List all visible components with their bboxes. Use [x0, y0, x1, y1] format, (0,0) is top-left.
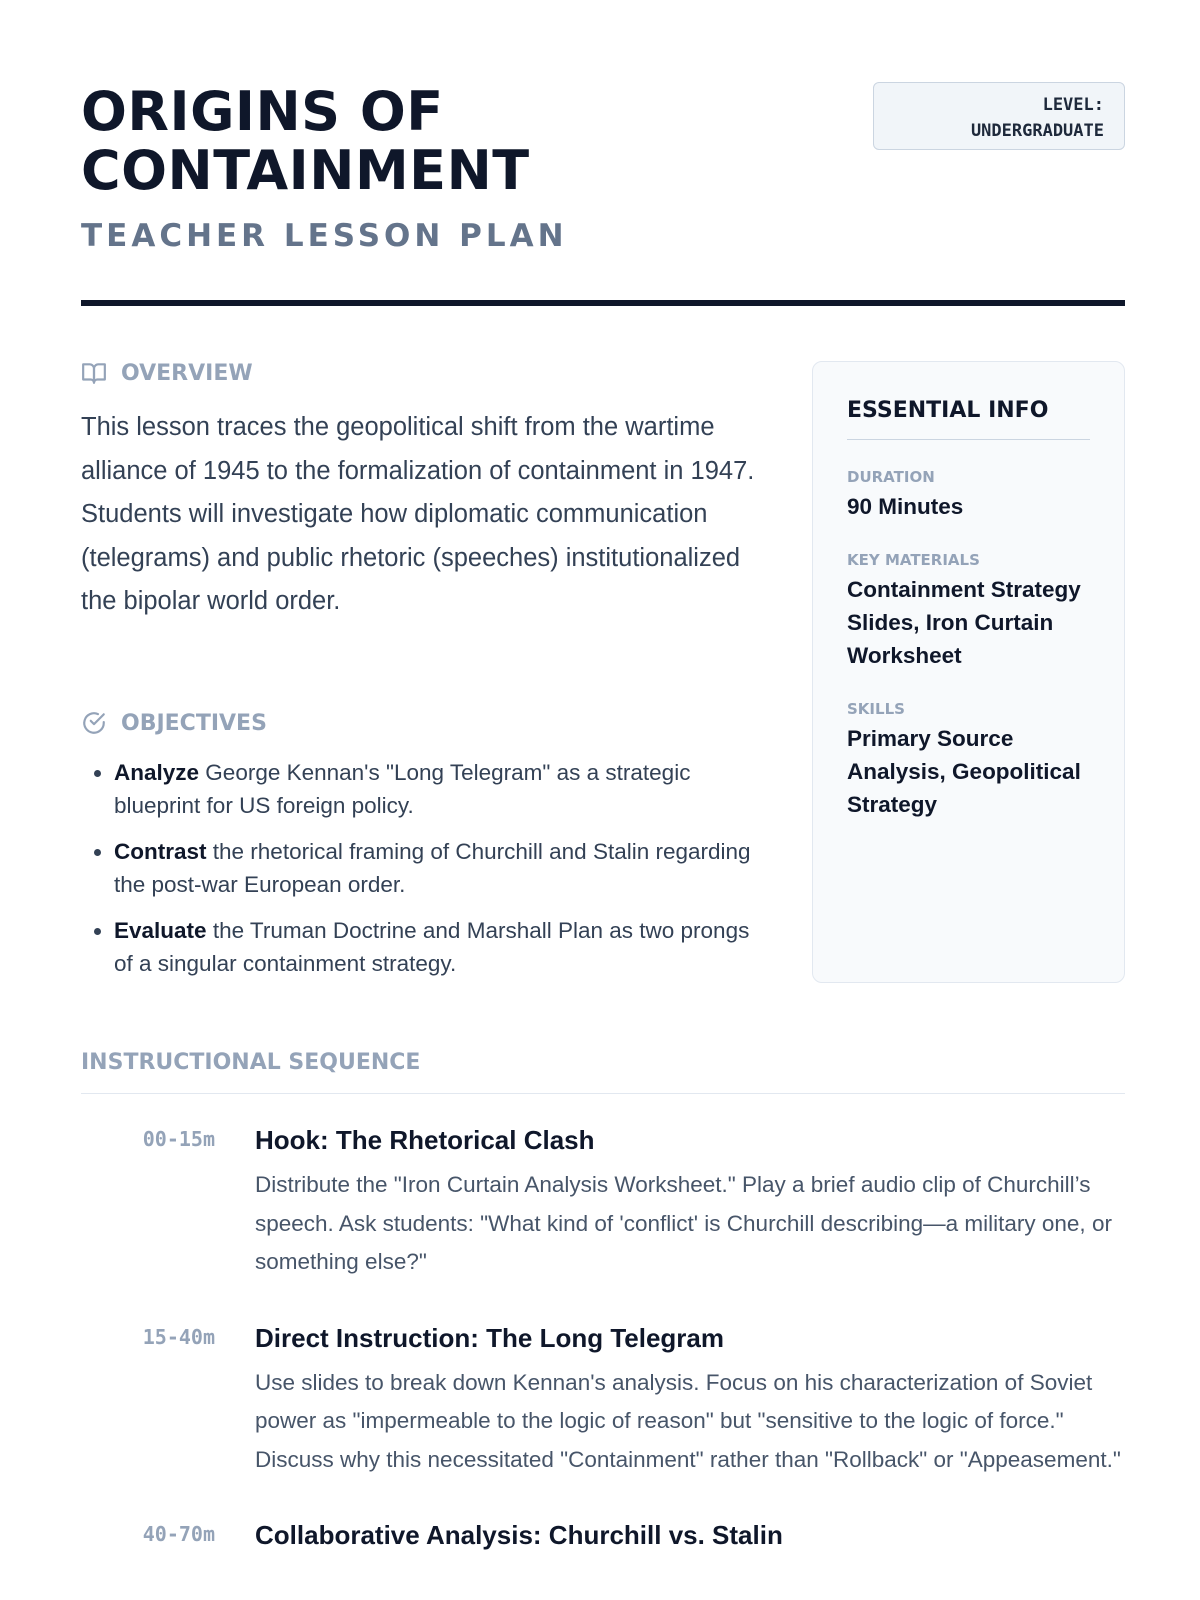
sequence-description: Use slides to break down Kennan's analysis. Focus on his characterization of Soviet power as "impermeable to the logic of reason" but "sensitive to the logic of force." Discuss why this necessitated "Containment" rather than "Rollback" or "Appeasement.": [255, 1369, 1121, 1472]
header-divider: [81, 300, 1125, 306]
skills-label: SKILLS: [847, 700, 905, 718]
header: [81, 82, 1125, 302]
title-line-1: ORIGINS OF: [81, 80, 444, 143]
page-title: [81, 82, 641, 200]
overview-section: [81, 360, 761, 624]
sequence-title: Direct Instruction: The Long Telegram: [255, 1322, 725, 1353]
sequence-item: [81, 1519, 1125, 1579]
level-value: UNDERGRADUATE: [970, 121, 1104, 141]
duration-label: DURATION: [847, 468, 935, 486]
title-line-2: CONTAINMENT: [81, 139, 530, 202]
instructional-sequence: [81, 1050, 1125, 1579]
objective-item: [114, 756, 771, 822]
lesson-plan-page: [81, 0, 1125, 1600]
objectives-list: [81, 756, 771, 980]
sequence-time: 00-15m: [142, 1127, 215, 1151]
objective-text: the rhetorical framing of Churchill and Stalin regarding the post-war European order.: [114, 839, 751, 897]
overview-text: This lesson traces the geopolitical shift from the wartime alliance of 1945 to the formalization of containment in 1947. Students will investigate how diplomatic communication (telegrams) and public rhetoric (speeches) institutionalized the bipolar world order.: [81, 413, 755, 615]
objectives-heading: [81, 710, 771, 736]
objectives-section: [81, 710, 771, 993]
objective-verb: Analyze: [114, 760, 200, 785]
objective-item: [114, 835, 771, 901]
sequence-time: 15-40m: [142, 1324, 215, 1349]
sequence-description: Distribute the "Iron Curtain Analysis Worksheet." Play a brief audio clip of Churchill’s speech. Ask students: "What kind of 'conflict' is Churchill describing—a military one, or something else?": [255, 1172, 1112, 1274]
objective-text: George Kennan's "Long Telegram" as a strategic blueprint for US foreign policy.: [114, 760, 691, 818]
level-label: LEVEL:: [1042, 95, 1104, 115]
sequence-title: Collaborative Analysis: Churchill vs. Stalin: [255, 1520, 783, 1550]
level-badge: [873, 82, 1125, 150]
objective-verb: Contrast: [114, 839, 207, 864]
page-subtitle: TEACHER LESSON PLAN: [81, 218, 568, 254]
objective-verb: Evaluate: [114, 918, 207, 943]
objective-text: the Truman Doctrine and Marshall Plan as two prongs of a singular containment strategy.: [114, 918, 750, 976]
sequence-item: [81, 1124, 1125, 1282]
objectives-heading-label: OBJECTIVES: [121, 710, 267, 736]
sequence-time: 40-70m: [142, 1522, 215, 1546]
book-open-icon: [81, 360, 107, 386]
duration-value: 90 Minutes: [847, 494, 964, 519]
materials-value: Containment Strategy Slides, Iron Curtain Worksheet: [847, 577, 1081, 668]
check-circle-icon: [81, 710, 107, 736]
sequence-title: Hook: The Rhetorical Clash: [255, 1125, 595, 1155]
overview-heading: [81, 360, 761, 386]
objective-item: [114, 914, 771, 980]
materials-label: KEY MATERIALS: [847, 551, 980, 569]
skills-value: Primary Source Analysis, Geopolitical Strategy: [847, 726, 1081, 817]
sequence-item: [81, 1322, 1125, 1480]
essential-info-card: [812, 361, 1125, 983]
overview-heading-label: OVERVIEW: [121, 360, 253, 386]
essential-info-title: ESSENTIAL INFO: [847, 398, 1090, 440]
sequence-heading: INSTRUCTIONAL SEQUENCE: [81, 1050, 1125, 1094]
